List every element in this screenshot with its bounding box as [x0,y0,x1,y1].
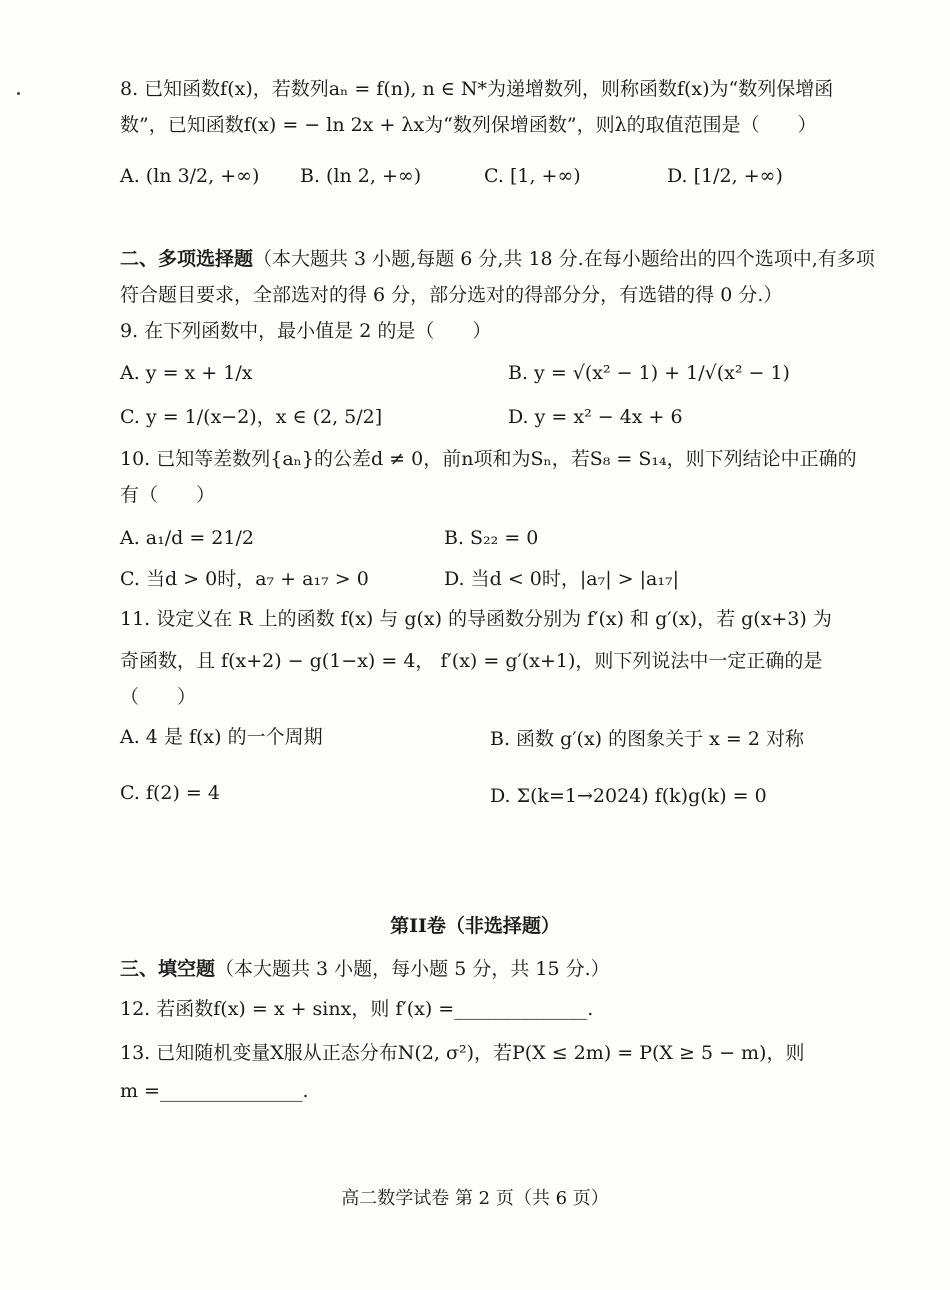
q10-option-d: D. 当d < 0时，|a₇| > |a₁₇| [444,568,679,590]
page-footer: 高二数学试卷 第 2 页（共 6 页） [341,1188,609,1209]
q8-option-d: D. [1/2, +∞) [667,165,783,187]
section2-desc-line1: （本大题共 3 小题,每题 6 分,共 18 分.在每小题给出的四个选项中,有多项 [253,248,875,270]
q11-option-d: D. Σ(k=1→2024) f(k)g(k) = 0 [490,785,767,807]
q13-stem-line1: 13. 已知随机变量X服从正态分布N(2, σ²)，若P(X ≤ 2m) = P(X ≥ 5 − m)，则 [120,1042,805,1064]
q8-option-c: C. [1, +∞) [484,165,581,187]
q10-stem-line1: 10. 已知等差数列{aₙ}的公差d ≠ 0，前n项和为Sₙ，若S₈ = S₁₄，则下列结论中正确的 [120,448,857,470]
q8-stem-line2: 数”，已知函数f(x) = − ln 2x + λx为“数列保增函数”，则λ的取值范围是（ ） [120,114,817,136]
q11-stem-line1: 11. 设定义在 R 上的函数 f(x) 与 g(x) 的导函数分别为 f′(x) 和 g′(x)，若 g(x+3) 为 [120,608,832,630]
q11-option-b: B. 函数 g′(x) 的图象关于 x = 2 对称 [490,728,805,750]
q10-option-b: B. S₂₂ = 0 [444,527,539,549]
q9-option-d: D. y = x² − 4x + 6 [508,406,683,428]
section2-heading: 二、多项选择题 [120,248,254,270]
q9-option-b: B. y = √(x² − 1) + 1/√(x² − 1) [508,362,790,384]
section3-header [120,956,610,982]
section2-header [120,246,875,272]
q12-text: 12. 若函数f(x) = x + sinx，则 f′(x) =______________. [120,998,594,1020]
q10-option-a: A. a₁/d = 21/2 [120,527,254,549]
q8-option-a: A. (ln 3/2, +∞) [120,165,260,187]
q11-stem-line3: （ ） [120,686,197,708]
part2-title: 第II卷（非选择题） [390,915,560,937]
section3-heading: 三、填空题 [120,958,216,980]
scan-speck [17,92,20,95]
q11-option-c: C. f(2) = 4 [120,782,220,804]
q9-option-c: C. y = 1/(x−2)，x ∈ (2, 5/2] [120,406,383,428]
q8-stem-line1: 8. 已知函数f(x)，若数列aₙ = f(n), n ∈ N*为递增数列，则称函数f(x)为“数列保增函 [120,78,834,100]
q9-stem: 9. 在下列函数中，最小值是 2 的是（ ） [120,320,492,342]
q9-option-a: A. y = x + 1/x [120,362,253,384]
q13-stem-line2: m =_______________. [120,1080,309,1102]
section2-desc-line2: 符合题目要求，全部选对的得 6 分，部分选对的得部分分，有选错的得 0 分.） [120,284,783,306]
section3-desc: （本大题共 3 小题，每小题 5 分，共 15 分.） [215,958,610,980]
q8-option-b: B. (ln 2, +∞) [300,165,422,187]
q11-option-a: A. 4 是 f(x) 的一个周期 [120,726,323,748]
q10-option-c: C. 当d > 0时，a₇ + a₁₇ > 0 [120,568,369,590]
q11-stem-line2: 奇函数，且 f(x+2) − g(1−x) = 4， f′(x) = g′(x+1)，则下列说法中一定正确的是 [120,650,823,672]
q10-stem-line2: 有（ ） [120,484,216,506]
